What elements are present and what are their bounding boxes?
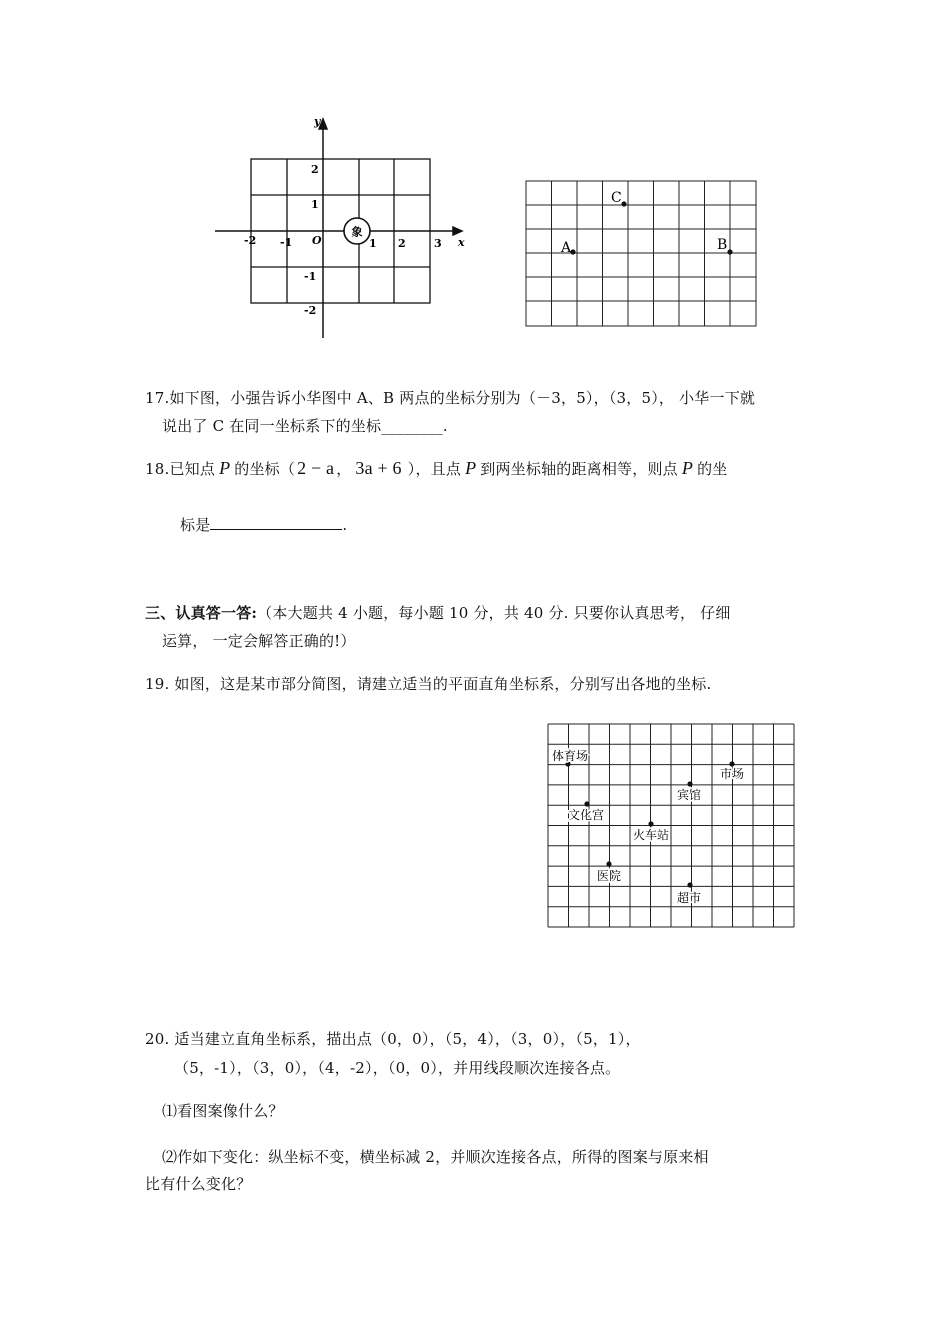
point-a-dot [570,249,575,254]
x-axis-label: x [458,236,465,249]
point-c-dot [621,201,626,206]
place-label: 超市 [677,891,702,905]
origin-label: O [312,234,322,247]
point-b-dot [727,249,732,254]
q20-line-1: 20. 适当建立直角坐标系，描出点（0，0），（5，4），（3，0），（5，1）， [145,1030,641,1048]
x-tick: -2 [244,234,257,247]
y-tick: -1 [304,270,317,283]
place-dot [606,861,611,866]
place-label: 医院 [597,869,622,883]
city-map-grid [546,722,796,930]
q18-suffix: 的坐 [697,460,728,478]
q18-var-p: P [681,458,694,478]
place-dot [687,781,692,786]
section-3-heading [145,602,731,623]
x-tick: 1 [369,237,377,250]
q18-line-2 [180,514,347,535]
q18-comma: ， [336,460,352,478]
place-label: 火车站 [633,828,670,842]
elephant-piece-label: 象 [351,225,363,239]
x-tick: 2 [398,237,406,250]
q18-var-p: P [219,458,231,478]
q18-line-2-text: 标是 [180,516,211,534]
q19-text: 19. 如图，这是某市部分简图，请建立适当的平面直角坐标系，分别写出各地的坐标. [145,675,712,693]
q17-line-1: 17.如下图，小强告诉小华图中 A、B 两点的坐标分别为（－3，5），（3，5）， 小华一下就 [145,389,756,407]
place-dot [648,821,653,826]
elephant-coordinate-figure [210,110,475,345]
section-3-text-1: （本大题共 4 小题，每小题 10 分，共 40 分. 只要你认真思考， 仔细 [257,604,731,622]
q18-line-2-end: . [342,516,348,534]
q20-sub-1: ⑴看图案像什么？ [162,1102,284,1120]
q20-sub-2b: 比有什么变化？ [145,1175,252,1193]
point-c-label: C [611,190,622,206]
q18-expr-2: 3a + 6 [355,458,402,478]
q18-mid-2: ），且点 [407,460,462,478]
y-tick: 1 [311,198,319,211]
elephant-axes [215,119,462,338]
q18-prefix: 18.已知点 [145,460,216,478]
q18-mid-3: 到两坐标轴的距离相等，则点 [480,460,678,478]
q18-mid-1: 的坐标（ [234,460,296,478]
q17-line-2: 说出了 C 在同一坐标系下的坐标________. [162,417,448,435]
place-dot [584,801,589,806]
y-tick: -2 [304,304,317,317]
y-axis-label: y [314,115,321,128]
q18-line-1 [145,458,728,479]
abc-point-grid [520,175,760,332]
point-a-label: A [561,240,572,256]
answer-blank[interactable] [210,515,342,530]
point-b-label: B [717,237,728,253]
place-label: 宾馆 [677,788,702,802]
place-label: 文化宫 [568,808,605,822]
q20-line-2: （5，-1），（3，0），（4，-2），（0，0），并用线段顺次连接各点。 [174,1059,621,1077]
place-dot [687,882,692,887]
place-label: 市场 [720,767,745,781]
place-label: 体育场 [552,749,589,763]
section-3-title: 三、认真答一答: [145,604,258,622]
place-dot [729,761,734,766]
x-tick: 3 [434,237,442,250]
q18-var-p: P [465,458,477,478]
q20-sub-2: ⑵作如下变化：纵坐标不变，横坐标减 2，并顺次连接各点，所得的图案与原来相 [162,1148,709,1166]
q18-expr-1: 2 − a [297,458,335,478]
x-tick: -1 [280,236,293,249]
section-3-text-2: 运算， 一定会解答正确的!） [162,632,356,650]
y-tick: 2 [311,163,319,176]
